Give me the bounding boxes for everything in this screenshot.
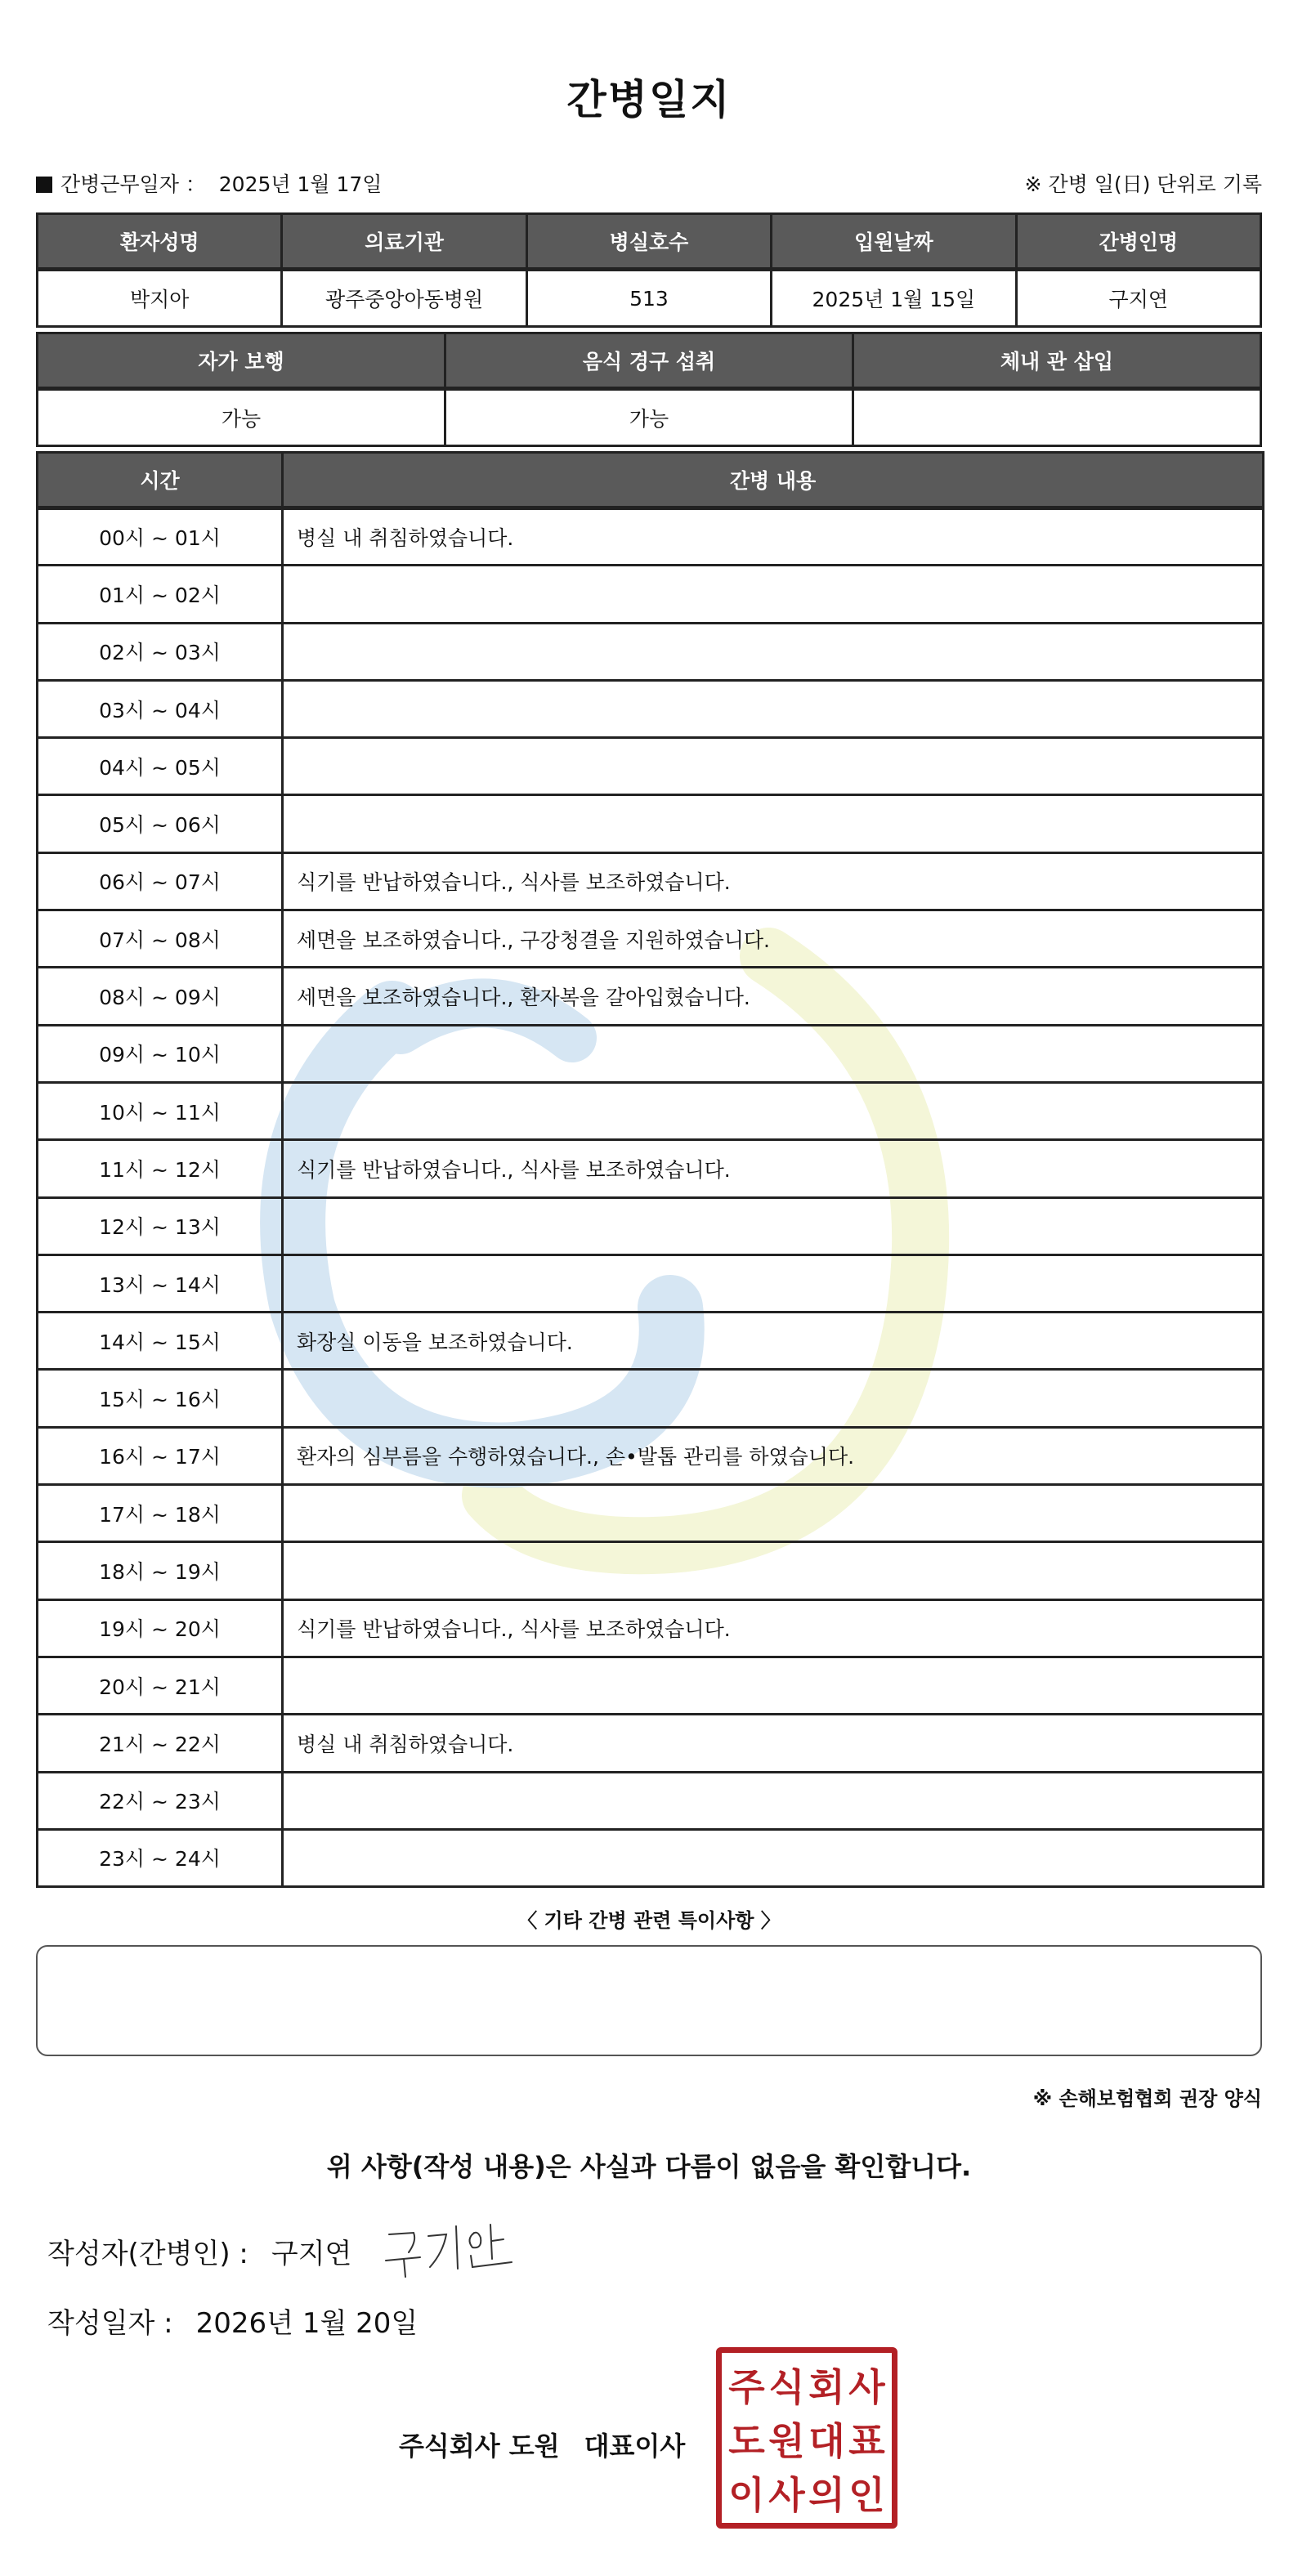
care-content xyxy=(283,623,1264,680)
table-row xyxy=(38,1313,1264,1370)
table-row xyxy=(38,1197,1264,1254)
time-slot: 21시 ~ 22시 xyxy=(38,1715,283,1772)
tube-insertion-value xyxy=(853,389,1261,446)
care-content xyxy=(283,1772,1264,1829)
writer-name: 구지연 xyxy=(271,2238,352,2270)
care-content xyxy=(283,1197,1264,1254)
write-date-value: 2026년 1월 20일 xyxy=(195,2307,418,2340)
time-slot: 05시 ~ 06시 xyxy=(38,795,283,852)
table-row xyxy=(38,852,1264,910)
time-slot: 00시 ~ 01시 xyxy=(38,508,283,566)
time-slot: 14시 ~ 15시 xyxy=(38,1313,283,1370)
header-care-content: 간병 내용 xyxy=(283,453,1264,508)
insurer-note: ※ 손해보험협회 권장 양식 xyxy=(1032,2087,1262,2110)
time-slot: 18시 ~ 19시 xyxy=(38,1542,283,1599)
care-content xyxy=(283,1657,1264,1714)
seal-character: 이 xyxy=(728,2473,765,2517)
write-date-row xyxy=(47,2301,418,2341)
table-row xyxy=(38,738,1264,795)
work-date xyxy=(36,168,382,198)
table-row xyxy=(38,1427,1264,1484)
time-slot: 04시 ~ 05시 xyxy=(38,738,283,795)
care-content xyxy=(283,738,1264,795)
table-row xyxy=(38,508,1264,566)
unit-note: ※ 간병 일(日) 단위로 기록 xyxy=(1024,172,1262,196)
care-content xyxy=(283,1370,1264,1427)
header-tube-insertion: 체내 관 삽입 xyxy=(853,333,1261,389)
work-date-value: 2025년 1월 17일 xyxy=(218,172,383,196)
seal-character: 원 xyxy=(768,2419,805,2463)
time-slot: 09시 ~ 10시 xyxy=(38,1025,283,1082)
header-oral-intake: 음식 경구 섭취 xyxy=(445,333,853,389)
seal-character: 주 xyxy=(728,2365,765,2409)
time-slot: 19시 ~ 20시 xyxy=(38,1599,283,1657)
table-row xyxy=(38,566,1264,623)
time-slot: 17시 ~ 18시 xyxy=(38,1485,283,1542)
time-slot: 10시 ~ 11시 xyxy=(38,1082,283,1139)
patient-condition-table xyxy=(36,332,1262,447)
self-walking-value: 가능 xyxy=(38,389,445,446)
caregiver-name: 구지연 xyxy=(1016,270,1260,327)
table-row xyxy=(38,968,1264,1025)
care-content: 세면을 보조하였습니다., 구강청결을 지원하였습니다. xyxy=(283,910,1264,968)
room-number: 513 xyxy=(526,270,771,327)
table-row xyxy=(38,623,1264,680)
company-name: 주식회사 도원 xyxy=(399,2431,560,2462)
time-slot: 01시 ~ 02시 xyxy=(38,566,283,623)
care-content xyxy=(283,1082,1264,1139)
time-slot: 02시 ~ 03시 xyxy=(38,623,283,680)
table-header-row xyxy=(38,453,1264,508)
company-signature-line xyxy=(399,2426,685,2463)
table-row xyxy=(38,910,1264,968)
table-row xyxy=(38,1599,1264,1657)
seal-character: 인 xyxy=(848,2473,885,2517)
time-slot: 08시 ~ 09시 xyxy=(38,968,283,1025)
table-header-row xyxy=(38,214,1261,270)
table-header-row xyxy=(38,333,1261,389)
care-content: 병실 내 취침하였습니다. xyxy=(283,1715,1264,1772)
page-title: 간병일지 xyxy=(566,76,732,123)
time-slot: 07시 ~ 08시 xyxy=(38,910,283,968)
header-time: 시간 xyxy=(38,453,283,508)
header-room: 병실호수 xyxy=(526,214,771,270)
care-content: 식기를 반납하였습니다., 식사를 보조하였습니다. xyxy=(283,852,1264,910)
company-title: 대표이사 xyxy=(584,2431,686,2462)
header-hospital: 의료기관 xyxy=(282,214,526,270)
company-seal-stamp xyxy=(716,2347,897,2529)
remarks-box xyxy=(36,1945,1262,2056)
time-slot: 12시 ~ 13시 xyxy=(38,1197,283,1254)
time-slot: 11시 ~ 12시 xyxy=(38,1140,283,1197)
admission-date: 2025년 1월 15일 xyxy=(772,270,1016,327)
table-row xyxy=(38,1025,1264,1082)
meta-row xyxy=(36,168,1262,198)
seal-character: 식 xyxy=(768,2365,805,2409)
patient-name: 박지아 xyxy=(38,270,282,327)
care-content: 환자의 심부름을 수행하였습니다., 손•발톱 관리를 하였습니다. xyxy=(283,1427,1264,1484)
table-row xyxy=(38,1772,1264,1829)
confirmation-statement: 위 사항(작성 내용)은 사실과 다름이 없음을 확인합니다. xyxy=(326,2151,972,2182)
table-row xyxy=(38,680,1264,737)
care-content xyxy=(283,1542,1264,1599)
work-date-label: 간병근무일자 ： xyxy=(60,172,206,196)
care-content xyxy=(283,680,1264,737)
oral-intake-value: 가능 xyxy=(445,389,853,446)
time-slot: 23시 ~ 24시 xyxy=(38,1829,283,1886)
care-content xyxy=(283,1829,1264,1886)
table-row xyxy=(38,270,1261,327)
care-content: 식기를 반납하였습니다., 식사를 보조하였습니다. xyxy=(283,1599,1264,1657)
writer-label: 작성자(간병인) : xyxy=(47,2238,248,2270)
writer-row xyxy=(47,2231,351,2272)
seal-character: 사 xyxy=(768,2473,805,2517)
time-slot: 16시 ~ 17시 xyxy=(38,1427,283,1484)
time-slot: 03시 ~ 04시 xyxy=(38,680,283,737)
square-bullet-icon xyxy=(36,177,52,193)
seal-character: 표 xyxy=(848,2419,885,2463)
table-row xyxy=(38,1829,1264,1886)
header-caregiver: 간병인명 xyxy=(1016,214,1260,270)
seal-character: 도 xyxy=(728,2419,765,2463)
time-slot: 13시 ~ 14시 xyxy=(38,1254,283,1312)
care-content: 화장실 이동을 보조하였습니다. xyxy=(283,1313,1264,1370)
seal-character: 대 xyxy=(808,2419,845,2463)
handwritten-signature xyxy=(381,2216,520,2282)
remarks-title: 〈 기타 간병 관련 특이사항 〉 xyxy=(517,1909,781,1932)
care-log-table xyxy=(36,451,1264,1888)
table-row xyxy=(38,795,1264,852)
care-content xyxy=(283,566,1264,623)
table-row xyxy=(38,1485,1264,1542)
seal-character: 회 xyxy=(808,2365,845,2409)
table-row xyxy=(38,1542,1264,1599)
time-slot: 20시 ~ 21시 xyxy=(38,1657,283,1714)
time-slot: 15시 ~ 16시 xyxy=(38,1370,283,1427)
table-row xyxy=(38,389,1261,446)
table-row xyxy=(38,1082,1264,1139)
table-row xyxy=(38,1370,1264,1427)
table-row xyxy=(38,1657,1264,1714)
table-row xyxy=(38,1140,1264,1197)
care-content: 식기를 반납하였습니다., 식사를 보조하였습니다. xyxy=(283,1140,1264,1197)
time-slot: 22시 ~ 23시 xyxy=(38,1772,283,1829)
seal-character: 의 xyxy=(808,2473,845,2517)
header-self-walking: 자가 보행 xyxy=(38,333,445,389)
header-patient-name: 환자성명 xyxy=(38,214,282,270)
care-content: 세면을 보조하였습니다., 환자복을 갈아입혔습니다. xyxy=(283,968,1264,1025)
hospital-name: 광주중앙아동병원 xyxy=(282,270,526,327)
table-row xyxy=(38,1715,1264,1772)
care-content xyxy=(283,1025,1264,1082)
seal-character: 사 xyxy=(848,2365,885,2409)
care-content: 병실 내 취침하였습니다. xyxy=(283,508,1264,566)
table-row xyxy=(38,1254,1264,1312)
time-slot: 06시 ~ 07시 xyxy=(38,852,283,910)
care-content xyxy=(283,1485,1264,1542)
patient-info-table xyxy=(36,212,1262,328)
write-date-label: 작성일자 : xyxy=(47,2307,173,2340)
header-admission-date: 입원날짜 xyxy=(772,214,1016,270)
care-content xyxy=(283,1254,1264,1312)
care-content xyxy=(283,795,1264,852)
